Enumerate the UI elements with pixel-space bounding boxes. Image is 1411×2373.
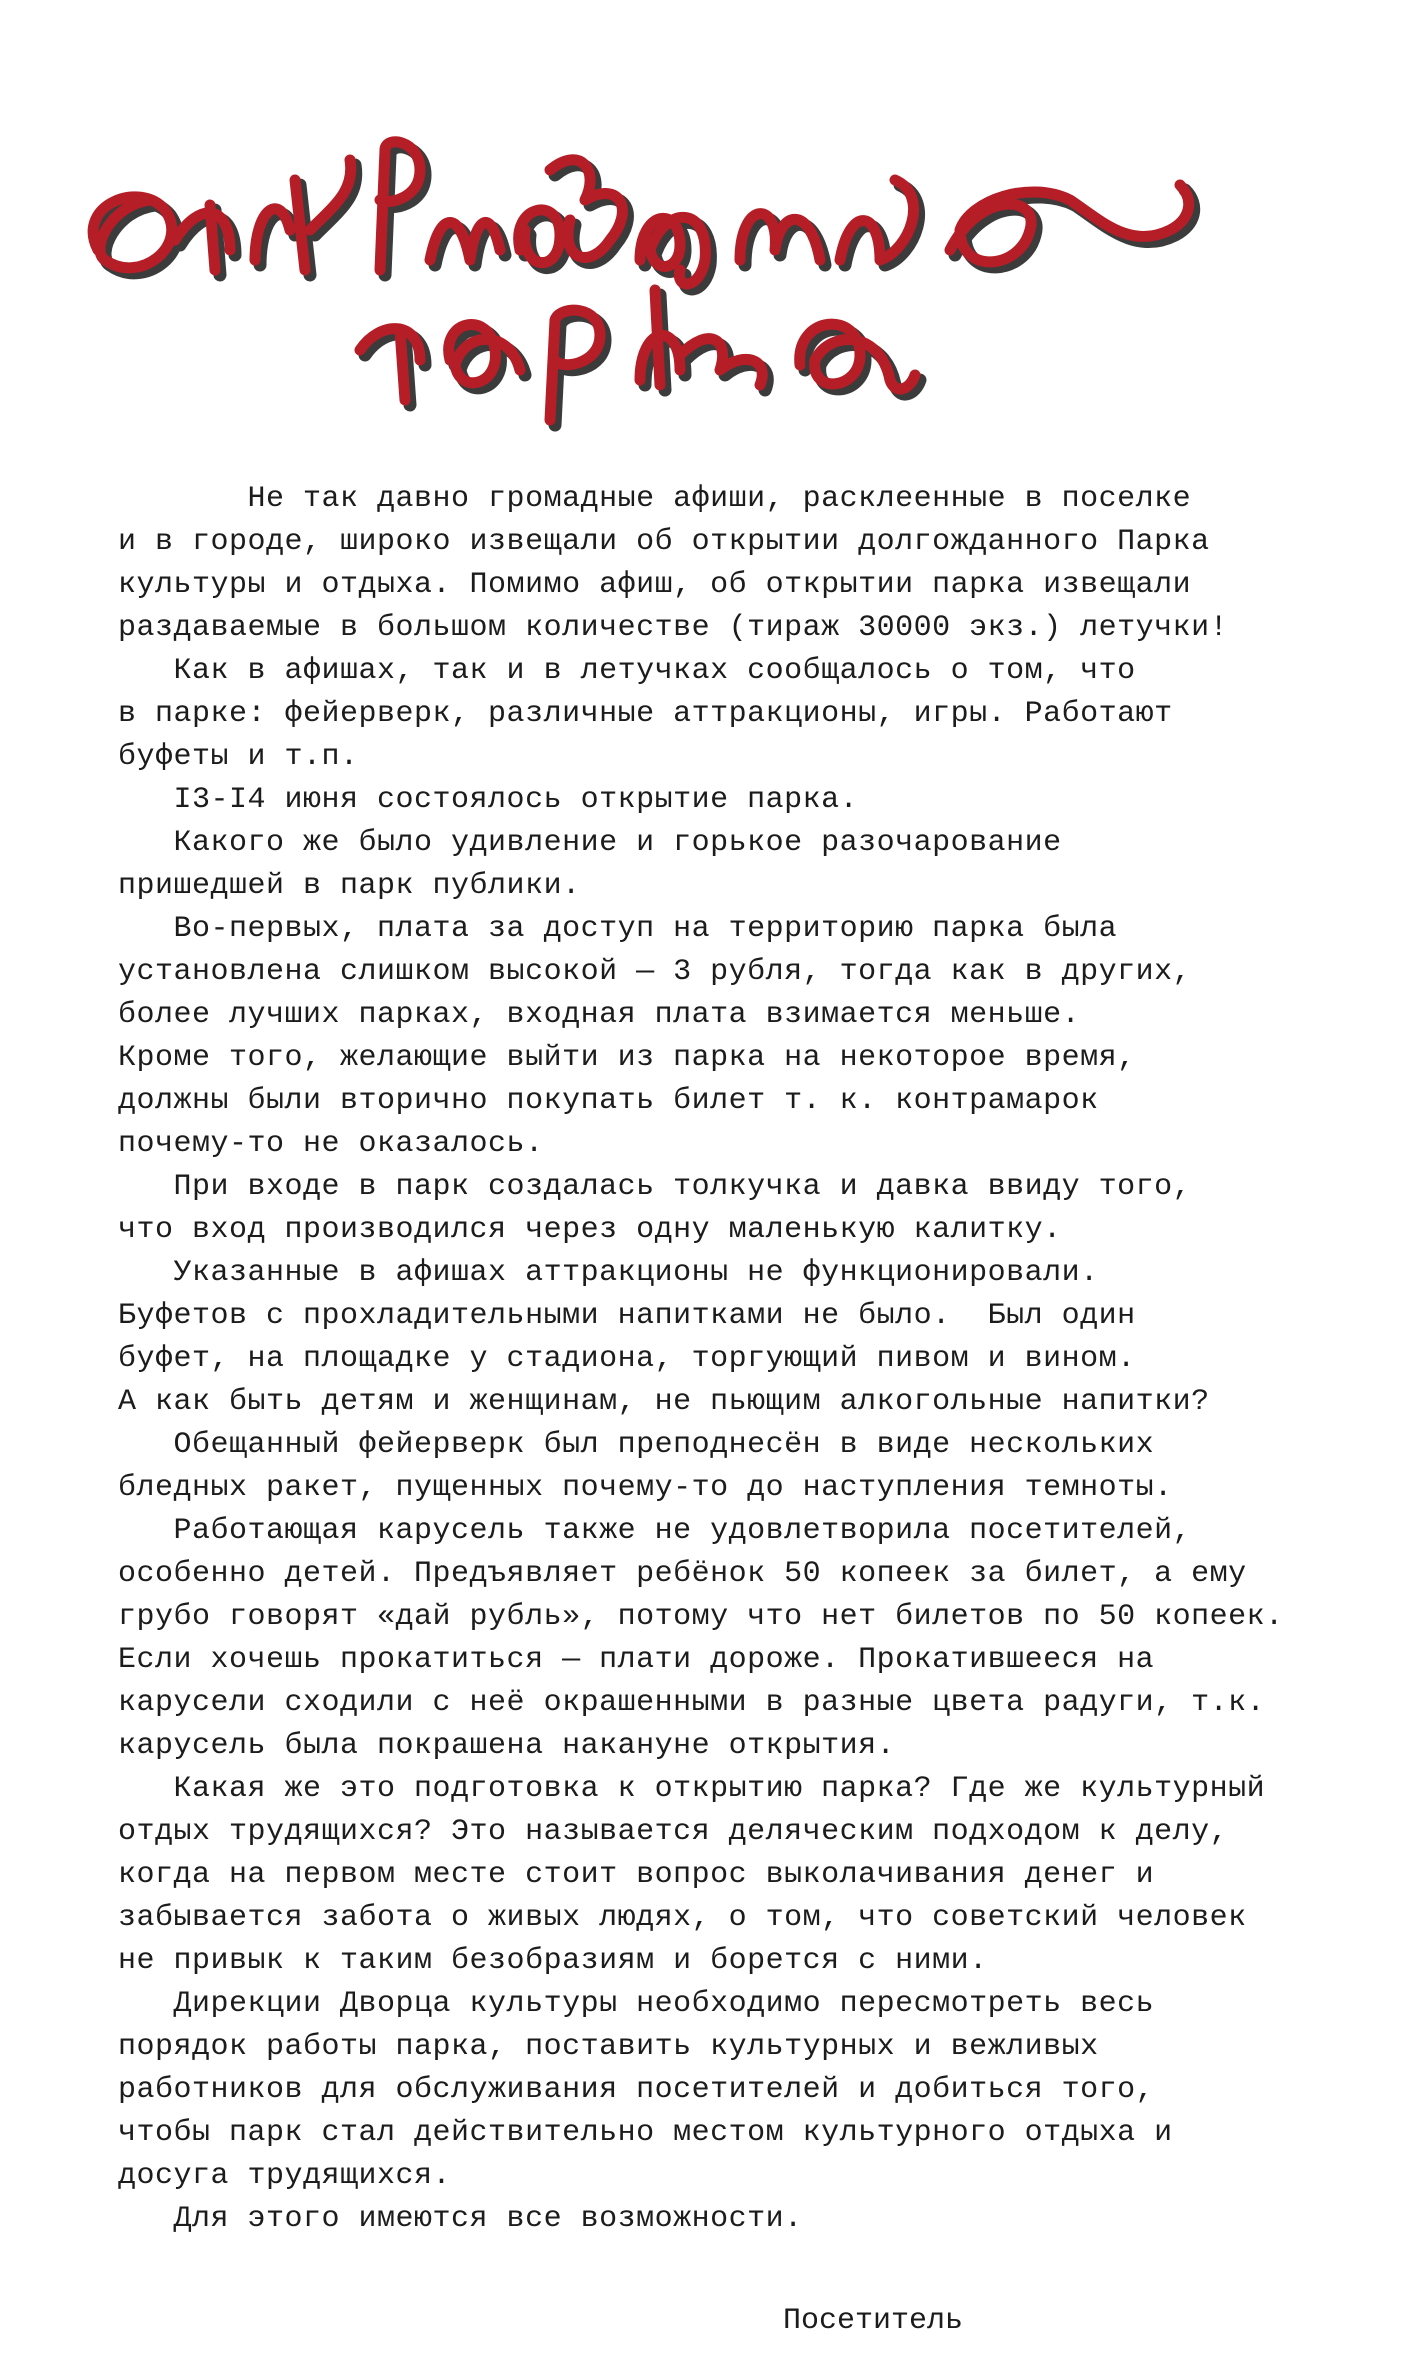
text-line: Кроме того, желающие выйти из парка на некоторое время, xyxy=(118,1041,1136,1075)
text-line: почему-то не оказалось. xyxy=(118,1127,544,1161)
text-line: установлена слишком высокой — 3 рубля, тогда как в других, xyxy=(118,955,1192,989)
signature: Посетитель xyxy=(783,2304,964,2338)
text-line: буфеты и т.п. xyxy=(118,740,359,774)
text-line: порядок работы парка, поставить культурных и вежливых xyxy=(118,2030,1099,2064)
text-line: Обещанный фейерверк был преподнесён в виде нескольких xyxy=(118,1428,1155,1462)
text-line: Какая же это подготовка к открытию парка? Где же культурный xyxy=(118,1772,1266,1806)
text-line: карусель была покрашена накануне открытия. xyxy=(118,1729,896,1763)
text-line: карусели сходили с неё окрашенными в разные цвета радуги, т.к. xyxy=(118,1686,1266,1720)
text-line: особенно детей. Предъявляет ребёнок 50 копеек за билет, а ему xyxy=(118,1557,1247,1591)
text-line: грубо говорят «дай рубль», потому что нет билетов по 50 копеек. xyxy=(118,1600,1284,1634)
text-line: Для этого имеются все возможности. xyxy=(118,2202,803,2236)
text-line: культуры и отдыха. Помимо афиш, об открытии парка извещали xyxy=(118,568,1192,602)
text-line: забывается забота о живых людях, о том, что советский человек xyxy=(118,1901,1247,1935)
text-line: Буфетов с прохладительными напитками не было. Был один xyxy=(118,1299,1136,1333)
text-line: пришедшей в парк публики. xyxy=(118,869,581,903)
text-line: и в городе, широко извещали об открытии долгожданного Парка xyxy=(118,525,1210,559)
text-line: досуга трудящихся. xyxy=(118,2159,452,2193)
text-line: более лучших парках, входная плата взимается меньше. xyxy=(118,998,1081,1032)
text-line: Работающая карусель также не удовлетворила посетителей, xyxy=(118,1514,1192,1548)
text-line: буфет, на площадке у стадиона, торгующий пивом и вином. xyxy=(118,1342,1136,1376)
text-line: А как быть детям и женщинам, не пьющим алкогольные напитки? xyxy=(118,1385,1210,1419)
text-line: Во-первых, плата за доступ на территорию парка была xyxy=(118,912,1118,946)
text-line: При входе в парк создалась толкучка и давка ввиду того, xyxy=(118,1170,1192,1204)
text-line: I3-I4 июня состоялось открытие парка. xyxy=(118,783,859,817)
text-line: не привык к таким безобразиям и борется с ними. xyxy=(118,1944,988,1978)
text-line: Какого же было удивление и горькое разочарование xyxy=(118,826,1062,860)
hand-lettered-title xyxy=(80,110,1280,440)
text-line: раздаваемые в большом количестве (тираж 30000 экз.) летучки! xyxy=(118,611,1229,645)
text-line: Не так давно громадные афиши, расклеенные в поселке xyxy=(118,482,1192,516)
text-line: Как в афишах, так и в летучках сообщалось о том, что xyxy=(118,654,1136,688)
text-line: Если хочешь прокатиться — плати дороже. Прокатившееся на xyxy=(118,1643,1155,1677)
text-line: что вход производился через одну маленькую калитку. xyxy=(118,1213,1062,1247)
text-line: отдых трудящихся? Это называется деляческим подходом к делу, xyxy=(118,1815,1229,1849)
text-line: Указанные в афишах аттракционы не функционировали. xyxy=(118,1256,1099,1290)
article-body xyxy=(118,478,1378,2241)
text-line: Дирекции Дворца культуры необходимо пересмотреть весь xyxy=(118,1987,1155,2021)
text-line: должны были вторично покупать билет т. к. контрамарок xyxy=(118,1084,1099,1118)
text-line: работников для обслуживания посетителей и добиться того, xyxy=(118,2073,1155,2107)
text-line: бледных ракет, пущенных почему-то до наступления темноты. xyxy=(118,1471,1173,1505)
text-line: чтобы парк стал действительно местом культурного отдыха и xyxy=(118,2116,1173,2150)
text-line: в парке: фейерверк, различные аттракционы, игры. Работают xyxy=(118,697,1173,731)
text-line: когда на первом месте стоит вопрос выколачивания денег и xyxy=(118,1858,1155,1892)
